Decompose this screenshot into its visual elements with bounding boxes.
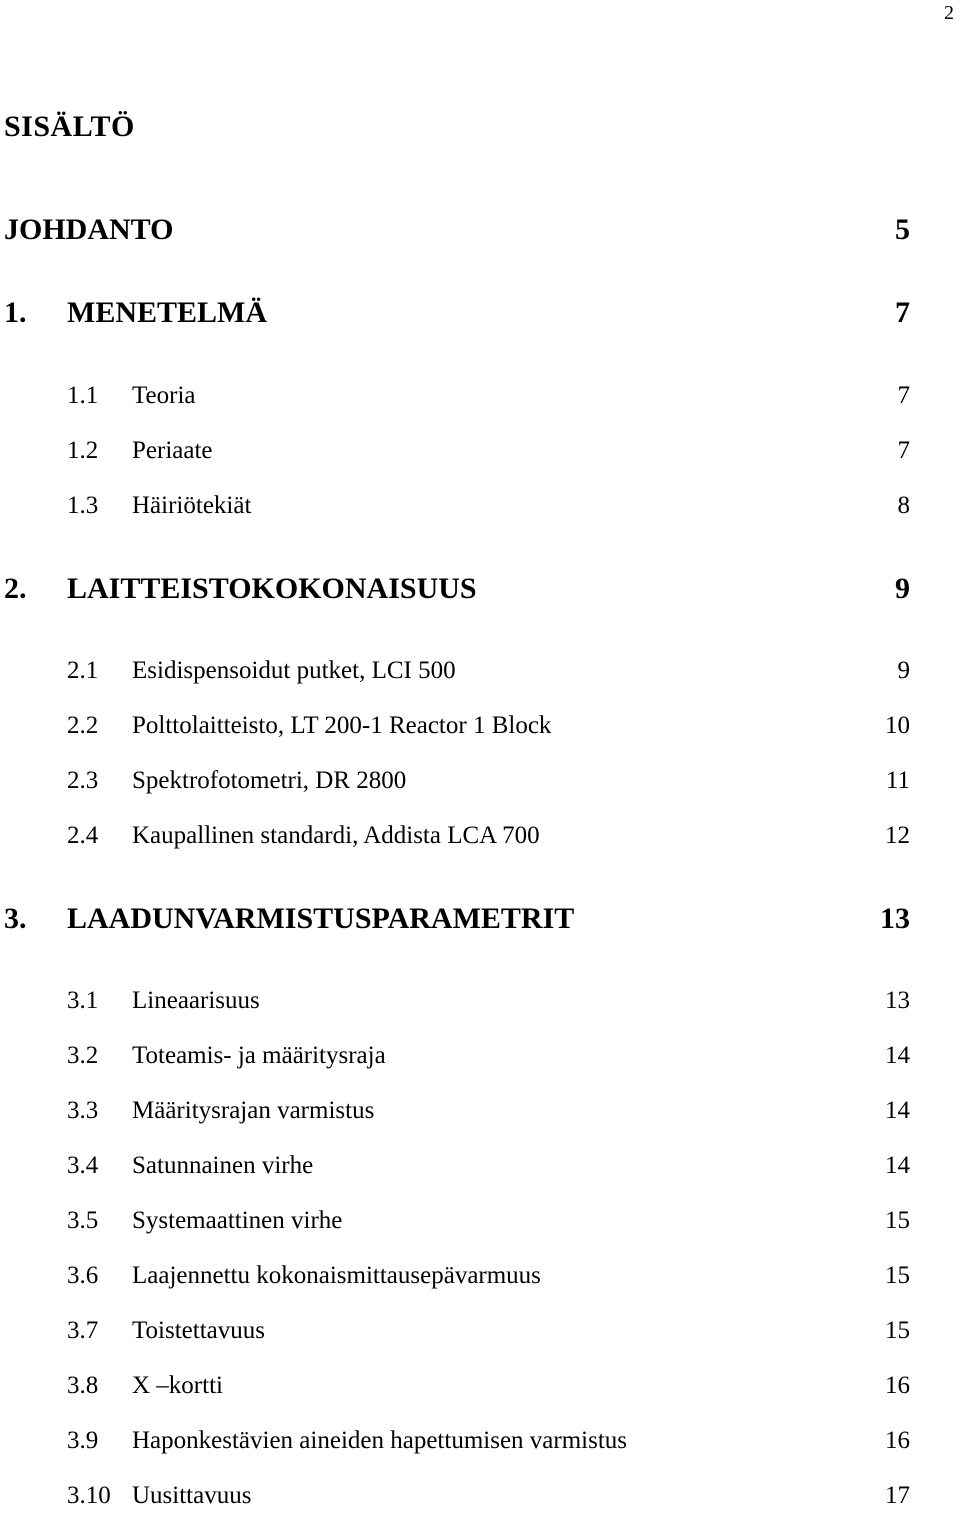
toc-entry (0, 1262, 960, 1302)
toc-entry-page: 16 (885, 1372, 910, 1399)
toc-entry-page: 16 (885, 1427, 910, 1454)
toc-entry-number: 3. (4, 902, 27, 935)
toc-entry-number: 3.6 (67, 1262, 99, 1289)
toc-entry (0, 767, 960, 807)
toc-entry-title: Toteamis- ja määritysraja (132, 1042, 386, 1069)
toc-entry-number: 1. (4, 296, 27, 329)
toc-entry-page: 10 (885, 712, 910, 739)
toc-entry-title: LAADUNVARMISTUSPARAMETRIT (67, 902, 575, 935)
toc-entry (0, 1042, 960, 1082)
toc-entry-page: 12 (885, 822, 910, 849)
page-number: 2 (944, 2, 954, 24)
toc-entry-title: Teoria (132, 382, 196, 409)
toc-entry-number: 3.8 (67, 1372, 99, 1399)
toc-entry-number: 2.3 (67, 767, 99, 794)
toc-entry-title: Esidispensoidut putket, LCI 500 (132, 657, 456, 684)
toc-entry-number: 1.3 (67, 492, 99, 519)
toc-entry-number: 2.4 (67, 822, 99, 849)
toc-entry (0, 296, 960, 336)
toc-entry-number: 2. (4, 572, 27, 605)
toc-entry-page: 13 (880, 902, 910, 935)
toc-entry-title: Spektrofotometri, DR 2800 (132, 767, 407, 794)
toc-entry-number: 3.4 (67, 1152, 99, 1179)
toc-entry (0, 1152, 960, 1192)
toc-entry-number: 2.2 (67, 712, 99, 739)
toc-entry-number: 3.5 (67, 1207, 99, 1234)
toc-entry-page: 5 (895, 213, 910, 246)
toc-entry-page: 11 (885, 767, 910, 794)
toc-entry-title: Lineaarisuus (132, 987, 260, 1014)
toc-entry-title: Toistettavuus (132, 1317, 265, 1344)
toc-entry-number: 3.10 (67, 1482, 111, 1509)
toc-entry-number: 2.1 (67, 657, 99, 684)
toc-entry (0, 437, 960, 477)
toc-entry-title: Haponkestävien aineiden hapettumisen varmistus (132, 1427, 628, 1454)
toc-entry-page: 13 (885, 987, 910, 1014)
toc-entry (0, 657, 960, 697)
toc-entry-page: 17 (885, 1482, 910, 1509)
toc-entry-title: Satunnainen virhe (132, 1152, 314, 1179)
toc-entry-page: 9 (895, 572, 910, 605)
toc-entry-page: 15 (885, 1317, 910, 1344)
toc-entry-page: 7 (897, 382, 910, 409)
toc-entry-title: Häiriötekiät (132, 492, 252, 519)
toc-entry-page: 8 (897, 492, 910, 519)
toc-entry-page: 15 (885, 1262, 910, 1289)
toc-entry (0, 572, 960, 612)
toc-entry-title: Määritysrajan varmistus (132, 1097, 375, 1124)
toc-entry-title: Laajennettu kokonaismittausepävarmuus (132, 1262, 541, 1289)
toc-entry-page: 14 (885, 1097, 910, 1124)
toc-entry-number: 3.1 (67, 987, 99, 1014)
toc-entry-title: Systemaattinen virhe (132, 1207, 343, 1234)
toc-entry-page: 14 (885, 1152, 910, 1179)
toc-entry (0, 213, 960, 253)
toc-entry-number: 3.3 (67, 1097, 99, 1124)
toc-entry (0, 492, 960, 532)
toc-entry (0, 902, 960, 942)
toc-entry (0, 1317, 960, 1357)
toc-entry-number: 3.9 (67, 1427, 99, 1454)
toc-entry-title: X –kortti (132, 1372, 223, 1399)
toc-entry-number: 1.2 (67, 437, 99, 464)
toc-entry-page: 7 (897, 437, 910, 464)
toc-entry-title: MENETELMÄ (67, 296, 268, 329)
toc-entry (0, 1207, 960, 1247)
toc-entry (0, 987, 960, 1027)
toc-entry-page: 9 (897, 657, 910, 684)
toc-entry-title: Uusittavuus (132, 1482, 252, 1509)
toc-entry (0, 1482, 960, 1522)
toc-entry-page: 15 (885, 1207, 910, 1234)
toc-entry (0, 382, 960, 422)
toc-entry-title: Periaate (132, 437, 213, 464)
toc-entry (0, 1097, 960, 1137)
toc-entry-number: 1.1 (67, 382, 99, 409)
toc-entry (0, 1427, 960, 1467)
toc-entry (0, 1372, 960, 1412)
toc-entry-page: 14 (885, 1042, 910, 1069)
toc-entry-page: 7 (895, 296, 910, 329)
toc-entry-number: 3.2 (67, 1042, 99, 1069)
toc-entry-title: Polttolaitteisto, LT 200-1 Reactor 1 Block (132, 712, 552, 739)
toc-entry-title: LAITTEISTOKOKONAISUUS (67, 572, 477, 605)
toc-entry-title: Kaupallinen standardi, Addista LCA 700 (132, 822, 540, 849)
toc-entry (0, 712, 960, 752)
toc-entry-title: JOHDANTO (4, 213, 174, 246)
toc-title: SISÄLTÖ (4, 110, 135, 143)
toc-entry-number: 3.7 (67, 1317, 99, 1344)
toc-entry (0, 822, 960, 862)
